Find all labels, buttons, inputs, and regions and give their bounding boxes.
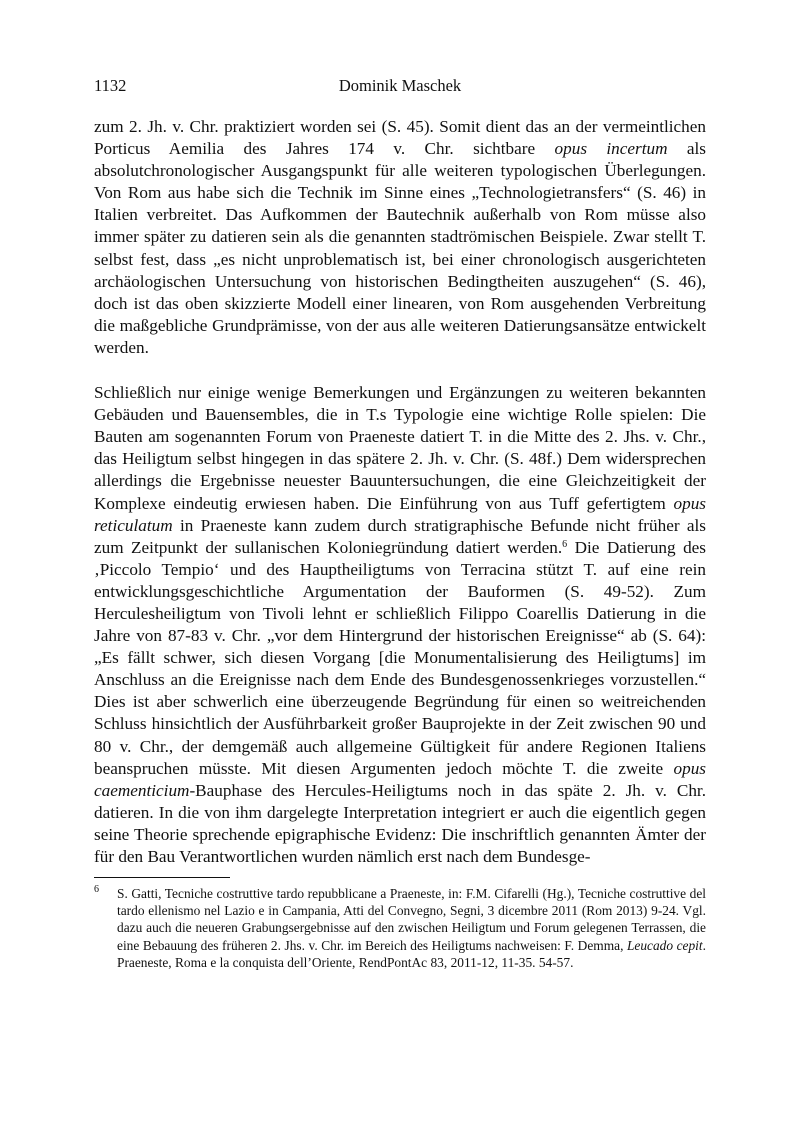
paragraph-text: in Praeneste kann zudem durch stratigraphische Befunde nicht früher als zum Zeitpunkt der sullanischen Koloniegründung datiert werden. — [94, 515, 706, 557]
paragraph-text: -Bauphase des Hercules-Heiligtums noch in das späte 2. Jh. v. Chr. datieren. In die von ihm dargelegte Interpretation integriert er auch die eigentlich gegen seine Theorie sprechende epigraphische Evidenz: Die inschriftlich genannten Ämter der für den Bau Verantwortlichen wurden nämlich erst nach dem Bundesge- — [94, 780, 706, 866]
italic-term: opus reticulatum — [94, 493, 706, 535]
footnote-number: 6 — [94, 884, 99, 895]
footnote-reference[interactable]: 6 — [562, 538, 568, 550]
italic-title: Leucado cepit — [626, 937, 703, 953]
running-header — [94, 76, 706, 98]
paragraph-text: zum 2. Jh. v. Chr. praktiziert worden sei (S. 45). Somit dient das an der vermeintlichen Porticus Aemilia des Jahres 174 v. Chr. sichtbare — [94, 117, 706, 159]
footnote-separator — [94, 877, 230, 878]
paragraph-text: Die Datierung des ‚Piccolo Tempio‘ und des Hauptheiligtums von Terracina stützt T. auf eine rein entwicklungsgeschichtliche Argumentation der Bauformen (S. 49-52). Zum Herculesheiligtum von Tivoli lehnt er schließlich Filippo Coarellis Datierung in die Jahre von 87-83 v. Chr. „vor dem Hintergrund der historischen Ereignisse“ ab (S. 64): „Es fällt schwer, sich diesen Vorgang [die Monumentalisierung des Heiligtums] im Anschluss an die Ereignisse nach dem Ende des Bundesgenossenkrieges vorzustellen.“ Dies ist aber schwerlich eine überzeugende Begründung für einen so weitreichenden Schluss hinsichtlich der Ausführbarkeit großer Bauprojekte in der Zeit zwischen 90 und 80 v. Chr., der demgemäß auch allgemeine Gültigkeit für andere Regionen Italiens beanspruchen müsste. Mit diesen Argumenten jedoch möchte T. die zweite — [94, 537, 706, 778]
paragraph-text: als absolutchronologischer Ausgangspunkt für alle weiteren typologischen Überlegungen. Von Rom aus habe sich die Technik im Sinne eines „Technologietransfers“ (S. 46) in Italien verbreitet. Das Aufkommen der Bautechnik außerhalb von Rom müsse also immer später zu datieren sein als die genannten stadtrömischen Beispiele. Zwar stellt T. selbst fest, dass „es nicht unproblematisch ist, bei einer chronologisch ausgerichteten archäologischen Untersuchung von historischen Bedingtheiten auszugehen“ (S. 46), doch ist das oben skizzierte Modell einer linearen, von Rom ausgehenden Verbreitung die maßgebliche Grundprämisse, von der aus alle weiteren Datierungsansätze entwickelt werden. — [94, 139, 706, 357]
body-paragraph-1 — [94, 116, 706, 359]
body-paragraph-2 — [94, 382, 706, 868]
footnote-text-part: . Praeneste, Roma e la conquista dell’Oriente, RendPontAc 83, 2011-12, 11-35. 54-57. — [117, 937, 706, 970]
paragraph-text: Schließlich nur einige wenige Bemerkungen und Ergänzungen zu weiteren bekannten Gebäuden und Bauensembles, die in T.s Typologie eine wichtige Rolle spielen: Die Bauten am sogenannten Forum von Praeneste datiert T. in die Mitte des 2. Jhs. v. Chr., das Heiligtum selbst hingegen in das spätere 2. Jh. v. Chr. (S. 48f.) Dem widersprechen allerdings die Ergebnisse neuester Bauuntersuchungen, die eine Gleichzeitigkeit der Komplexe eindeutig erwiesen haben. Die Einführung von aus Tuff gefertigtem — [94, 383, 706, 513]
italic-term: opus incertum — [554, 139, 668, 159]
main-text — [94, 116, 706, 868]
footnote-text-part: S. Gatti, Tecniche costruttive tardo repubblicane a Praeneste, in: F.M. Cifarelli (Hg.), Tecniche costruttive del tardo ellenismo nel Lazio e in Campania, Atti del Convegno, Segni, 3 dicembre 2011 (Rom 2013) 9-24. Vgl. dazu auch die neueren Grabungsergebnisse auf den zwischen Heiligtum und Forum gelegenen Terrassen, die eine Bebauung des früheren 2. Jhs. v. Chr. im Bereich des Heiligtums nachweisen: F. Demma, — [117, 886, 706, 953]
italic-term: opus caementicium — [94, 758, 706, 800]
footnote-text — [117, 885, 706, 971]
running-head-author: Dominik Maschek — [338, 76, 462, 95]
footnote — [94, 885, 706, 971]
page-number: 1132 — [94, 76, 127, 95]
